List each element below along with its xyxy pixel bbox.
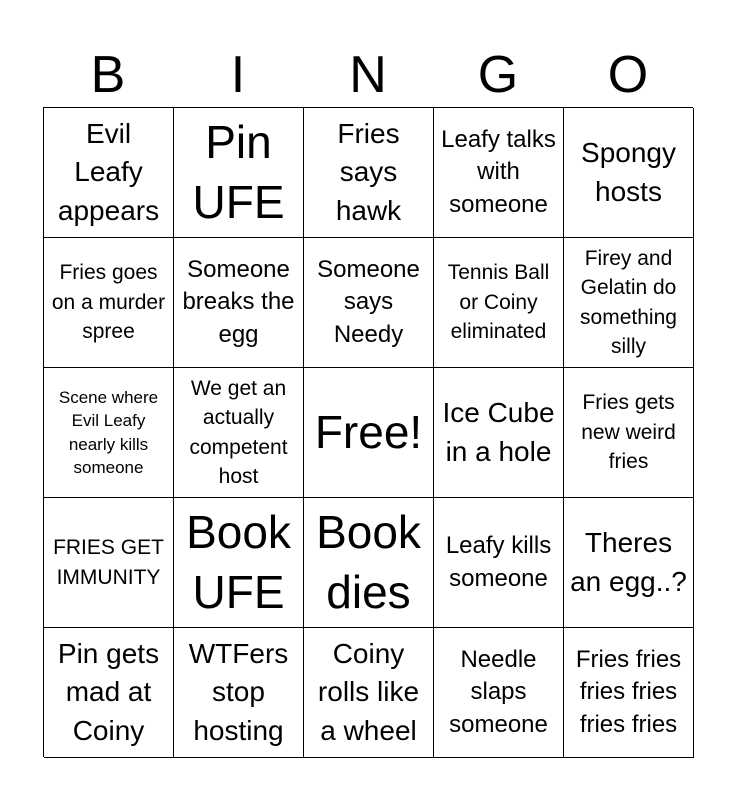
cell-text: Someone breaks the egg xyxy=(182,255,295,348)
bingo-cell-r4c4[interactable] xyxy=(434,498,564,628)
bingo-cell-r2c4[interactable] xyxy=(434,238,564,368)
cell-text: WTFers stop hosting xyxy=(188,637,289,746)
cell-text: Free! xyxy=(314,405,423,458)
bingo-cell-free[interactable] xyxy=(304,368,434,498)
cell-text: Someone says Needy xyxy=(317,255,420,348)
header-letter-o: O xyxy=(607,46,649,104)
cell-text: Needle slaps someone xyxy=(449,645,548,738)
bingo-cell-r2c5[interactable] xyxy=(564,238,694,368)
cell-text: Evil Leafy appears xyxy=(57,117,160,226)
bingo-cell-r2c3[interactable] xyxy=(304,238,434,368)
header-letter-n: N xyxy=(349,46,387,104)
cell-text: Book UFE xyxy=(186,505,291,618)
bingo-cell-r1c3[interactable] xyxy=(304,108,434,238)
header-letter-i: I xyxy=(230,46,246,104)
cell-text: Scene where Evil Leafy nearly kills someone xyxy=(58,387,159,477)
bingo-cell-r1c5[interactable] xyxy=(564,108,694,238)
header-letter-b: B xyxy=(90,46,126,104)
cell-text: Ice Cube in a hole xyxy=(442,396,555,467)
bingo-cell-r5c5[interactable] xyxy=(564,628,694,758)
cell-text: Theres an egg..? xyxy=(570,526,687,597)
bingo-cell-r4c5[interactable] xyxy=(564,498,694,628)
bingo-cell-r5c3[interactable] xyxy=(304,628,434,758)
cell-text: Pin gets mad at Coiny xyxy=(57,637,160,746)
bingo-cell-r5c4[interactable] xyxy=(434,628,564,758)
cell-text: Leafy talks with someone xyxy=(441,125,556,218)
bingo-cell-r2c2[interactable] xyxy=(174,238,304,368)
cell-text: We get an actually competent host xyxy=(189,376,288,488)
bingo-grid xyxy=(43,107,693,757)
cell-text: Book dies xyxy=(316,505,421,618)
bingo-cell-r3c2[interactable] xyxy=(174,368,304,498)
bingo-cell-r3c4[interactable] xyxy=(434,368,564,498)
bingo-cell-r4c3[interactable] xyxy=(304,498,434,628)
bingo-cell-r3c5[interactable] xyxy=(564,368,694,498)
bingo-cell-r5c1[interactable] xyxy=(44,628,174,758)
cell-text: Tennis Ball or Coiny eliminated xyxy=(447,261,550,344)
bingo-cell-r5c2[interactable] xyxy=(174,628,304,758)
cell-text: Leafy kills someone xyxy=(445,532,552,592)
cell-text: Fries gets new weird fries xyxy=(581,391,676,474)
bingo-cell-r3c1[interactable] xyxy=(44,368,174,498)
cell-text: Pin UFE xyxy=(192,115,285,228)
bingo-cell-r4c1[interactable] xyxy=(44,498,174,628)
bingo-cell-r1c2[interactable] xyxy=(174,108,304,238)
bingo-cell-r1c1[interactable] xyxy=(44,108,174,238)
cell-text: Fries fries fries fries fries fries xyxy=(575,645,682,738)
cell-text: Spongy hosts xyxy=(581,136,676,207)
cell-text: FRIES GET IMMUNITY xyxy=(53,536,164,589)
cell-text: Fries goes on a murder spree xyxy=(51,261,166,344)
bingo-header xyxy=(43,44,693,106)
header-letter-g: G xyxy=(477,46,519,104)
bingo-cell-r1c4[interactable] xyxy=(434,108,564,238)
bingo-cell-r2c1[interactable] xyxy=(44,238,174,368)
bingo-cell-r4c2[interactable] xyxy=(174,498,304,628)
cell-text: Firey and Gelatin do something silly xyxy=(580,246,677,358)
cell-text: Fries says hawk xyxy=(335,117,402,226)
cell-text: Coiny rolls like a wheel xyxy=(317,637,420,746)
